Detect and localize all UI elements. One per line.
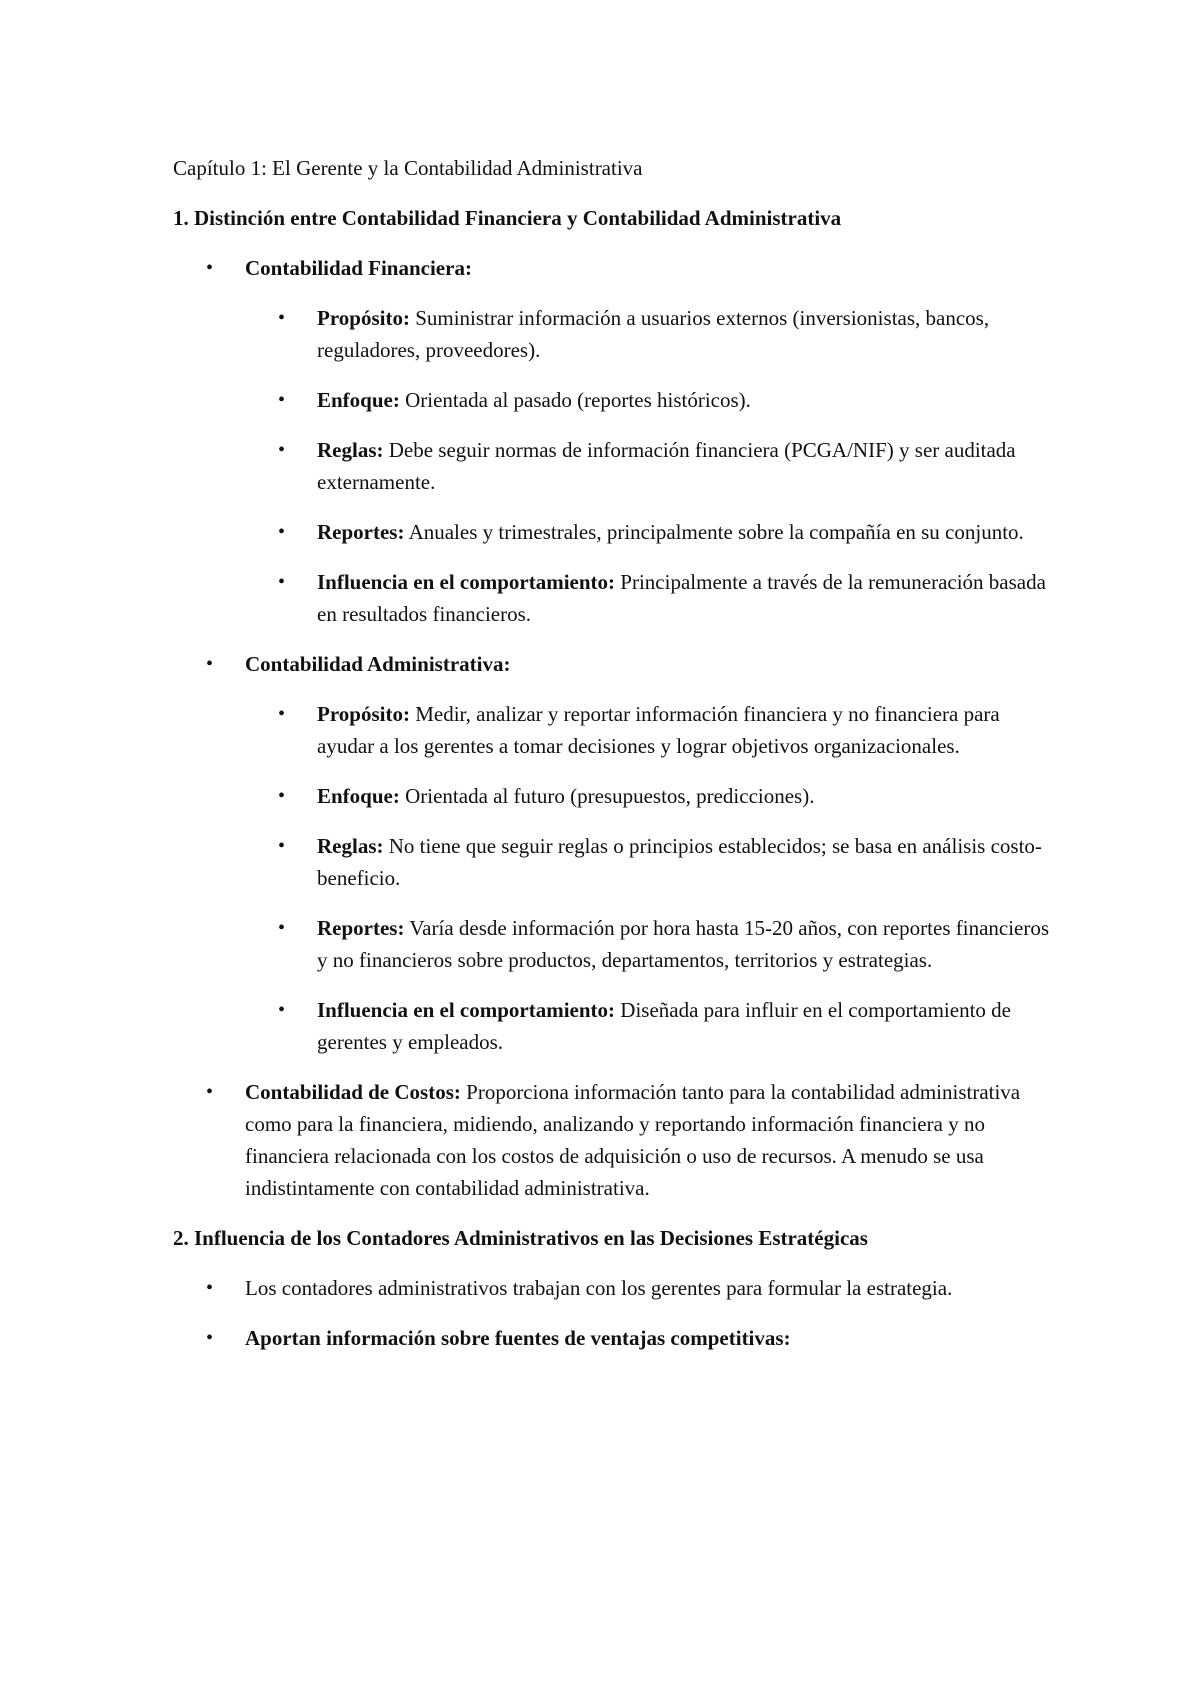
item-text: Orientada al pasado (reportes históricos). [405, 388, 751, 412]
list-item [245, 994, 1053, 1058]
item-label: Reportes: [317, 520, 405, 544]
item-text: Varía desde información por hora hasta 15-20 años, con reportes financieros y no financieros sobre productos, departamentos, territorios y estrategias. [317, 916, 1050, 972]
financiera-label: • Contabilidad Financiera: [245, 256, 472, 280]
item-text: Medir, analizar y reportar información financiera y no financiera para ayudar a los gerentes a tomar decisiones y lograr objetivos organizacionales. [317, 702, 1000, 758]
item-label: Reportes: [317, 916, 405, 940]
list-item [173, 1322, 1053, 1354]
list-item [245, 830, 1053, 894]
administrativa-item [173, 648, 1053, 1058]
item-text: Los contadores administrativos trabajan con los gerentes para formular la estrategia. [245, 1276, 953, 1300]
list-item [245, 516, 1053, 548]
list-item [245, 434, 1053, 498]
item-label: Aportan información sobre fuentes de ventajas competitivas: [245, 1326, 791, 1350]
list-item [245, 698, 1053, 762]
item-label: Influencia en el comportamiento: [317, 998, 616, 1022]
section-2-list [173, 1272, 1053, 1354]
financiera-sublist [245, 302, 1053, 630]
item-text: Diseñada para influir en el comportamiento de gerentes y empleados. [317, 998, 1011, 1054]
item-label: Reglas: [317, 834, 384, 858]
section-1-list [173, 252, 1053, 1204]
section-1-heading: 1. Distinción entre Contabilidad Financiera y Contabilidad Administrativa [173, 206, 842, 230]
item-text: Principalmente a través de la remuneración basada en resultados financieros. [317, 570, 1046, 626]
item-label: Enfoque: [317, 388, 400, 412]
item-label: Propósito: [317, 702, 410, 726]
list-item [245, 780, 1053, 812]
financiera-item [173, 252, 1053, 630]
administrativa-label: • Contabilidad Administrativa: [245, 652, 511, 676]
costos-item [173, 1076, 1053, 1204]
item-label: Reglas: [317, 438, 384, 462]
item-label: Influencia en el comportamiento: [317, 570, 616, 594]
list-item [245, 566, 1053, 630]
item-text: Suministrar información a usuarios externos (inversionistas, bancos, reguladores, proveedores). [317, 306, 990, 362]
item-text: Debe seguir normas de información financiera (PCGA/NIF) y ser auditada externamente. [317, 438, 1016, 494]
list-item [245, 912, 1053, 976]
item-label: Enfoque: [317, 784, 400, 808]
item-label: Propósito: [317, 306, 410, 330]
document-body [173, 152, 1053, 1372]
administrativa-sublist [245, 698, 1053, 1058]
list-item [173, 1272, 1053, 1304]
section-2-heading: 2. Influencia de los Contadores Administrativos en las Decisiones Estratégicas [173, 1226, 868, 1250]
list-item [245, 384, 1053, 416]
costos-text: Proporciona información tanto para la contabilidad administrativa como para la financiera, midiendo, analizando y reportando información financiera y no financiera relacionada con los costos de adquisición o uso de recursos. A menudo se usa indistintamente con contabilidad administrativa. [245, 1080, 1021, 1200]
item-text: Anuales y trimestrales, principalmente sobre la compañía en su conjunto. [408, 520, 1024, 544]
costos-label: Contabilidad de Costos: [245, 1080, 461, 1104]
item-text: Orientada al futuro (presupuestos, predicciones). [405, 784, 815, 808]
chapter-title: Capítulo 1: El Gerente y la Contabilidad Administrativa [173, 156, 643, 180]
list-item [245, 302, 1053, 366]
item-text: No tiene que seguir reglas o principios establecidos; se basa en análisis costo-beneficio. [317, 834, 1042, 890]
